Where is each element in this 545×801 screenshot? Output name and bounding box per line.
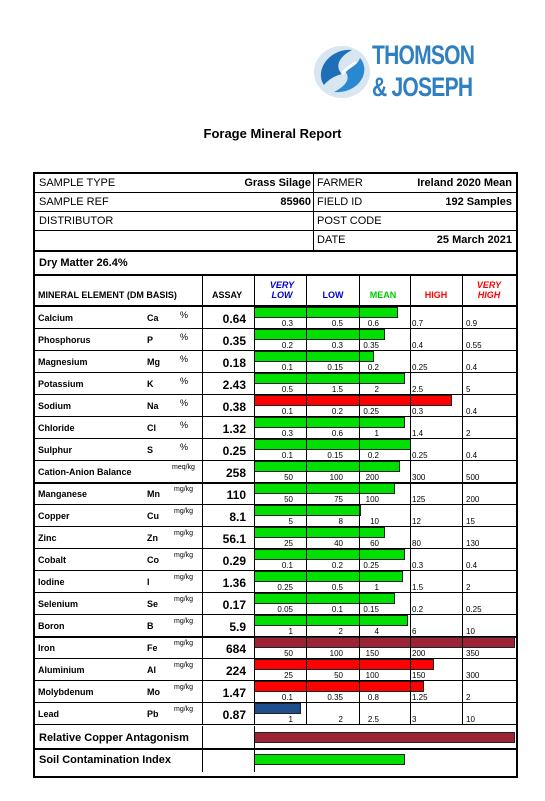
element-symbol: S <box>147 445 154 455</box>
assay-value: 0.38 <box>222 400 246 414</box>
element-name: Calcium <box>38 313 74 323</box>
range-tick: 2 <box>338 627 343 636</box>
range-tick: 300 <box>412 473 426 482</box>
element-unit: mg/kg <box>174 530 194 537</box>
range-tick: 300 <box>466 671 480 680</box>
header-mean: MEAN <box>369 290 397 300</box>
range-tick: 100 <box>365 671 379 680</box>
report-title: Forage Mineral Report <box>203 126 342 141</box>
range-tick: 0.15 <box>327 363 343 372</box>
element-name: Chloride <box>38 423 75 433</box>
range-tick: 150 <box>412 671 426 680</box>
element-unit: mg/kg <box>174 574 194 581</box>
range-tick: 0.5 <box>281 385 293 394</box>
level-bar <box>254 659 434 670</box>
element-symbol: K <box>147 379 154 389</box>
divider <box>34 192 517 193</box>
element-name: Aluminium <box>38 665 85 675</box>
element-unit: mg/kg <box>174 706 194 713</box>
brand-logo-icon <box>312 40 374 100</box>
range-tick: 25 <box>284 671 293 680</box>
divider <box>34 250 517 252</box>
range-tick: 8 <box>338 517 343 526</box>
range-tick: 130 <box>466 539 480 548</box>
range-tick: 1 <box>288 627 293 636</box>
range-tick: 0.6 <box>331 429 343 438</box>
row-divider <box>34 724 517 725</box>
sample-type-value: Grass Silage <box>244 177 311 189</box>
range-tick: 50 <box>334 671 343 680</box>
sample-type-label: SAMPLE TYPE <box>39 177 116 189</box>
farmer-value: Ireland 2020 Mean <box>417 177 512 189</box>
range-tick: 500 <box>466 473 480 482</box>
level-bar <box>254 527 385 538</box>
range-tick: 0.25 <box>412 363 428 372</box>
element-name: Zinc <box>38 533 57 543</box>
brand-name-line1: THOMSON <box>372 40 475 70</box>
range-tick: 100 <box>329 649 343 658</box>
range-tick: 125 <box>412 495 426 504</box>
element-symbol: Se <box>147 599 159 609</box>
element-unit: % <box>180 398 189 408</box>
range-tick: 100 <box>365 495 379 504</box>
range-tick: 1.25 <box>412 693 428 702</box>
range-tick: 0.4 <box>412 341 424 350</box>
assay-value: 0.18 <box>222 356 246 370</box>
range-tick: 6 <box>412 627 417 636</box>
assay-value: 1.36 <box>222 576 246 590</box>
level-bar <box>254 307 398 318</box>
level-bar <box>254 461 400 472</box>
element-symbol: Fe <box>147 643 158 653</box>
range-tick: 350 <box>466 649 480 658</box>
range-tick: 2 <box>338 715 343 724</box>
column-divider <box>254 748 255 772</box>
range-tick: 0.2 <box>367 451 379 460</box>
assay-value: 684 <box>225 642 246 656</box>
level-bar <box>254 395 452 406</box>
range-tick: 0.5 <box>331 583 343 592</box>
sample-ref-label: SAMPLE REF <box>39 196 109 208</box>
range-tick: 0.4 <box>466 363 478 372</box>
divider <box>313 173 314 251</box>
column-divider <box>462 274 463 724</box>
element-name: Iron <box>38 643 55 653</box>
summary-bar <box>254 754 405 765</box>
farmer-label: FARMER <box>317 177 363 189</box>
column-divider <box>202 726 203 748</box>
element-name: Cation-Anion Balance <box>38 467 132 477</box>
element-symbol: Cl <box>147 423 156 433</box>
level-bar <box>254 681 424 692</box>
range-tick: 1 <box>374 583 379 592</box>
range-tick: 0.9 <box>466 319 478 328</box>
column-divider <box>359 274 360 724</box>
header-low: LOW <box>322 290 344 300</box>
range-tick: 0.3 <box>331 341 343 350</box>
brand-name-line2: & JOSEPH <box>372 72 473 102</box>
element-symbol: Mn <box>147 489 160 499</box>
header-very-low: VERY LOW <box>269 280 295 300</box>
range-tick: 0.1 <box>331 605 343 614</box>
assay-value: 2.43 <box>222 378 246 392</box>
element-symbol: Ca <box>147 313 159 323</box>
range-tick: 0.2 <box>367 363 379 372</box>
range-tick: 0.4 <box>466 407 478 416</box>
divider <box>34 211 517 212</box>
header-assay: ASSAY <box>212 290 243 300</box>
level-bar <box>254 549 405 560</box>
column-divider <box>202 748 203 772</box>
element-symbol: Zn <box>147 533 158 543</box>
range-tick: 200 <box>466 495 480 504</box>
assay-value: 0.35 <box>222 334 246 348</box>
element-name: Magnesium <box>38 357 88 367</box>
header-element: MINERAL ELEMENT (DM BASIS) <box>38 290 177 300</box>
range-tick: 10 <box>370 517 379 526</box>
level-bar <box>254 505 361 516</box>
assay-value: 0.29 <box>222 554 246 568</box>
range-tick: 0.4 <box>466 561 478 570</box>
range-tick: 0.35 <box>363 341 379 350</box>
range-tick: 0.2 <box>412 605 424 614</box>
divider <box>34 230 517 231</box>
range-tick: 0.25 <box>363 407 379 416</box>
range-tick: 0.25 <box>363 561 379 570</box>
column-divider <box>306 274 307 724</box>
date-value: 25 March 2021 <box>436 234 512 246</box>
range-tick: 15 <box>466 517 475 526</box>
range-tick: 25 <box>284 539 293 548</box>
range-tick: 0.6 <box>367 319 379 328</box>
range-tick: 0.2 <box>331 561 343 570</box>
element-symbol: Na <box>147 401 159 411</box>
element-symbol: Al <box>147 665 156 675</box>
range-tick: 0.15 <box>327 451 343 460</box>
assay-value: 110 <box>226 488 246 502</box>
range-tick: 0.55 <box>466 341 482 350</box>
level-bar <box>254 329 385 340</box>
element-unit: % <box>180 310 189 320</box>
range-tick: 1 <box>374 429 379 438</box>
level-bar <box>254 439 411 450</box>
range-tick: 0.1 <box>281 561 293 570</box>
range-tick: 0.7 <box>412 319 424 328</box>
summary-bar <box>254 732 515 743</box>
range-tick: 0.1 <box>281 693 293 702</box>
element-unit: mg/kg <box>174 508 194 515</box>
range-tick: 0.35 <box>327 693 343 702</box>
assay-value: 0.25 <box>222 444 246 458</box>
range-tick: 2 <box>374 385 379 394</box>
element-name: Copper <box>38 511 70 521</box>
assay-value: 0.17 <box>222 598 246 612</box>
element-unit: mg/kg <box>174 684 194 691</box>
level-bar <box>254 483 395 494</box>
range-tick: 0.4 <box>466 451 478 460</box>
range-tick: 2.5 <box>412 385 424 394</box>
element-symbol: Pb <box>147 709 159 719</box>
element-symbol: Mg <box>147 357 160 367</box>
range-tick: 2 <box>466 583 471 592</box>
assay-value: 224 <box>225 664 246 678</box>
element-unit: mg/kg <box>174 618 194 625</box>
range-tick: 0.25 <box>277 583 293 592</box>
element-unit: mg/kg <box>174 662 194 669</box>
element-unit: mg/kg <box>174 486 194 493</box>
assay-value: 0.64 <box>222 312 246 326</box>
assay-value: 1.32 <box>222 422 246 436</box>
range-tick: 2.5 <box>367 715 379 724</box>
assay-value: 5.9 <box>229 620 246 634</box>
range-tick: 50 <box>284 649 293 658</box>
assay-value: 1.47 <box>222 686 246 700</box>
header-very-high: VERY HIGH <box>476 280 502 300</box>
summary-name: Soil Contamination Index <box>39 754 172 766</box>
level-bar <box>254 571 403 582</box>
element-name: Manganese <box>38 489 88 499</box>
column-divider <box>254 726 255 748</box>
range-tick: 0.1 <box>281 363 293 372</box>
range-tick: 0.1 <box>281 451 293 460</box>
range-tick: 40 <box>334 539 343 548</box>
range-tick: 0.3 <box>281 319 293 328</box>
range-tick: 5 <box>288 517 293 526</box>
distributor-label: DISTRIBUTOR <box>39 215 114 227</box>
assay-value: 258 <box>225 466 246 480</box>
range-tick: 0.2 <box>281 341 293 350</box>
summary-name: Relative Copper Antagonism <box>39 732 189 744</box>
range-tick: 4 <box>374 627 379 636</box>
element-name: Molybdenum <box>38 687 94 697</box>
range-tick: 80 <box>412 539 421 548</box>
element-name: Phosphorus <box>38 335 91 345</box>
range-tick: 0.15 <box>363 605 379 614</box>
element-name: Sodium <box>38 401 71 411</box>
column-divider <box>410 274 411 724</box>
range-tick: 200 <box>412 649 426 658</box>
element-unit: % <box>180 354 189 364</box>
range-tick: 1.5 <box>412 583 424 592</box>
range-tick: 0.3 <box>281 429 293 438</box>
column-divider <box>254 274 255 724</box>
assay-value: 8.1 <box>229 510 246 524</box>
assay-value: 0.87 <box>222 708 246 722</box>
range-tick: 0.2 <box>331 407 343 416</box>
range-tick: 1 <box>288 715 293 724</box>
range-tick: 0.25 <box>412 451 428 460</box>
element-unit: mg/kg <box>174 552 194 559</box>
range-tick: 5 <box>466 385 471 394</box>
range-tick: 150 <box>365 649 379 658</box>
element-symbol: B <box>147 621 154 631</box>
element-name: Sulphur <box>38 445 72 455</box>
field-id-value: 192 Samples <box>445 196 512 208</box>
element-name: Iodine <box>38 577 65 587</box>
element-symbol: Mo <box>147 687 160 697</box>
element-unit: mg/kg <box>174 640 194 647</box>
range-tick: 1.5 <box>331 385 343 394</box>
range-tick: 60 <box>370 539 379 548</box>
level-bar <box>254 593 395 604</box>
range-tick: 50 <box>284 473 293 482</box>
date-label: DATE <box>317 234 346 246</box>
element-symbol: Co <box>147 555 159 565</box>
element-name: Lead <box>38 709 60 719</box>
element-unit: mg/kg <box>174 596 194 603</box>
range-tick: 0.5 <box>331 319 343 328</box>
range-tick: 12 <box>412 517 421 526</box>
element-unit: % <box>180 442 189 452</box>
range-tick: 0.1 <box>281 407 293 416</box>
sample-ref-value: 85960 <box>280 196 311 208</box>
post-code-label: POST CODE <box>317 215 382 227</box>
level-bar <box>254 615 408 626</box>
level-bar <box>254 351 374 362</box>
divider <box>34 748 517 750</box>
range-tick: 200 <box>365 473 379 482</box>
dry-matter: Dry Matter 26.4% <box>39 257 128 269</box>
assay-value: 56.1 <box>222 532 246 546</box>
range-tick: 0.3 <box>412 561 424 570</box>
level-bar <box>254 417 405 428</box>
range-tick: 3 <box>412 715 417 724</box>
range-tick: 0.3 <box>412 407 424 416</box>
element-unit: % <box>180 420 189 430</box>
element-name: Selenium <box>38 599 79 609</box>
level-bar <box>254 373 405 384</box>
range-tick: 10 <box>466 627 475 636</box>
range-tick: 2 <box>466 693 471 702</box>
element-name: Potassium <box>38 379 84 389</box>
column-divider <box>202 274 203 724</box>
range-tick: 1.4 <box>412 429 424 438</box>
level-bar <box>254 637 515 648</box>
element-unit: % <box>180 332 189 342</box>
range-tick: 0.05 <box>277 605 293 614</box>
field-id-label: FIELD ID <box>317 196 363 208</box>
level-bar <box>254 703 301 714</box>
element-name: Boron <box>38 621 65 631</box>
element-name: Cobalt <box>38 555 66 565</box>
element-symbol: P <box>147 335 154 345</box>
header-high: HIGH <box>424 290 448 300</box>
range-tick: 75 <box>334 495 343 504</box>
range-tick: 2 <box>466 429 471 438</box>
divider <box>34 274 517 276</box>
range-tick: 50 <box>284 495 293 504</box>
element-unit: % <box>180 376 189 386</box>
range-tick: 0.8 <box>367 693 379 702</box>
range-tick: 0.25 <box>466 605 482 614</box>
range-tick: 100 <box>329 473 343 482</box>
range-tick: 10 <box>466 715 475 724</box>
element-unit: meq/kg <box>172 464 195 471</box>
element-symbol: Cu <box>147 511 159 521</box>
element-symbol: I <box>147 577 150 587</box>
